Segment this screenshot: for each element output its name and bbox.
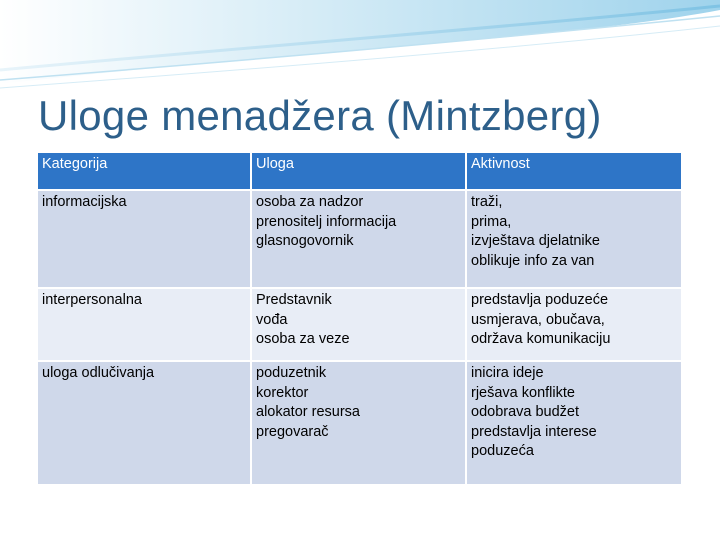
- roles-table: [36, 151, 683, 486]
- cell-kategorija: [37, 190, 251, 288]
- cell-line: održava komunikaciju: [471, 331, 611, 347]
- cell-line: glasnogovornik: [256, 233, 354, 249]
- cell-line: vođa: [256, 311, 288, 328]
- cell-line: osoba za nadzor: [256, 194, 364, 210]
- cell-line: predstavlja interese: [471, 423, 597, 440]
- cell-line: osoba za veze: [256, 331, 350, 347]
- table-header-row: [37, 152, 682, 190]
- cell-line: rješava konflikte: [471, 384, 575, 401]
- cell-line: oblikuje info za van: [471, 252, 595, 269]
- cell-line: korektor: [256, 384, 309, 401]
- cell-line: informacijska: [42, 194, 127, 210]
- cell-uloga: [251, 361, 466, 485]
- header-aktivnost: Aktivnost: [466, 152, 682, 190]
- cell-aktivnost: [466, 288, 682, 361]
- cell-aktivnost: [466, 361, 682, 485]
- cell-line: inicira ideje: [471, 365, 544, 381]
- cell-line: poduzeća: [471, 443, 534, 459]
- cell-line: traži,: [471, 194, 503, 210]
- cell-line: poduzetnik: [256, 365, 327, 381]
- header-kategorija: Kategorija: [37, 152, 251, 190]
- cell-line: pregovarač: [256, 423, 329, 440]
- table-row: [37, 361, 682, 485]
- cell-line: usmjerava, obučava,: [471, 311, 605, 328]
- header-uloga: Uloga: [251, 152, 466, 190]
- cell-line: odobrava budžet: [471, 404, 580, 420]
- cell-line: uloga odlučivanja: [42, 365, 155, 381]
- cell-line: predstavlja poduzeće: [471, 292, 609, 308]
- cell-line: prenositelj informacija: [256, 213, 397, 230]
- table-row: [37, 288, 682, 361]
- cell-kategorija: [37, 288, 251, 361]
- cell-line: izvještava djelatnike: [471, 233, 600, 249]
- cell-uloga: [251, 288, 466, 361]
- cell-kategorija: [37, 361, 251, 485]
- cell-aktivnost: [466, 190, 682, 288]
- table-row: [37, 190, 682, 288]
- cell-line: prima,: [471, 213, 512, 230]
- cell-line: interpersonalna: [42, 292, 142, 308]
- cell-uloga: [251, 190, 466, 288]
- slide-title: Uloge menadžera (Mintzberg): [38, 92, 602, 139]
- cell-line: Predstavnik: [256, 292, 332, 308]
- cell-line: alokator resursa: [256, 404, 360, 420]
